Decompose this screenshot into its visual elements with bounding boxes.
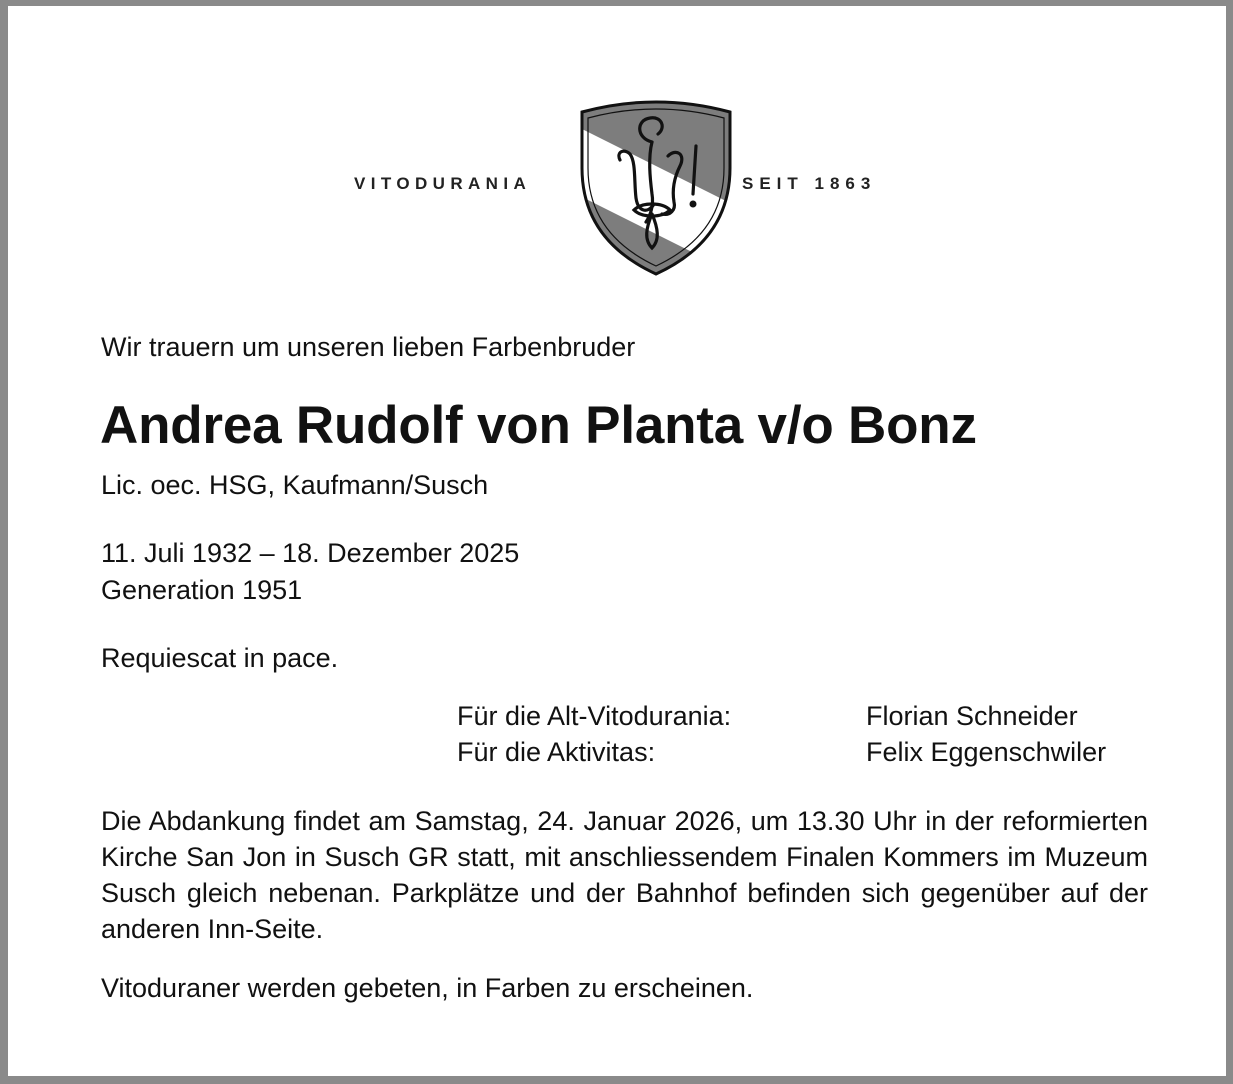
logo-left-text: VITODURANIA (354, 174, 532, 193)
logo-right-text: SEIT 1863 (742, 174, 877, 193)
generation: Generation 1951 (101, 575, 303, 605)
deceased-title: Lic. oec. HSG, Kaufmann/Susch (101, 470, 489, 500)
signature-name-aktivitas: Felix Eggenschwiler (866, 737, 1107, 767)
life-dates: 11. Juli 1932 – 18. Dezember 2025 (101, 538, 520, 568)
blessing: Requiescat in pace. (101, 643, 339, 673)
ceremony-details: Die Abdankung findet am Samstag, 24. Januar 2026, um 13.30 Uhr in der reformierten Kirche San Jon in Susch GR statt, mit anschliessendem Finalen Kommers im Muzeum Susch gleich nebenan. Parkplätze und der Bahnhof befinden sich gegenüber auf der anderen Inn-Seite. (101, 806, 1148, 944)
logo-band (348, 98, 896, 276)
closing-note: Vitoduraner werden gebeten, in Farben zu erscheinen. (101, 973, 754, 1003)
intro-line: Wir trauern um unseren lieben Farbenbruder (101, 332, 636, 362)
signature-name-alt: Florian Schneider (866, 701, 1078, 731)
signature-label-aktivitas: Für die Aktivitas: (457, 737, 656, 767)
signature-label-alt: Für die Alt-Vitodurania: (457, 701, 732, 731)
fraternity-shield-monogram-icon (576, 98, 736, 276)
deceased-name: Andrea Rudolf von Planta v/o Bonz (100, 396, 977, 455)
